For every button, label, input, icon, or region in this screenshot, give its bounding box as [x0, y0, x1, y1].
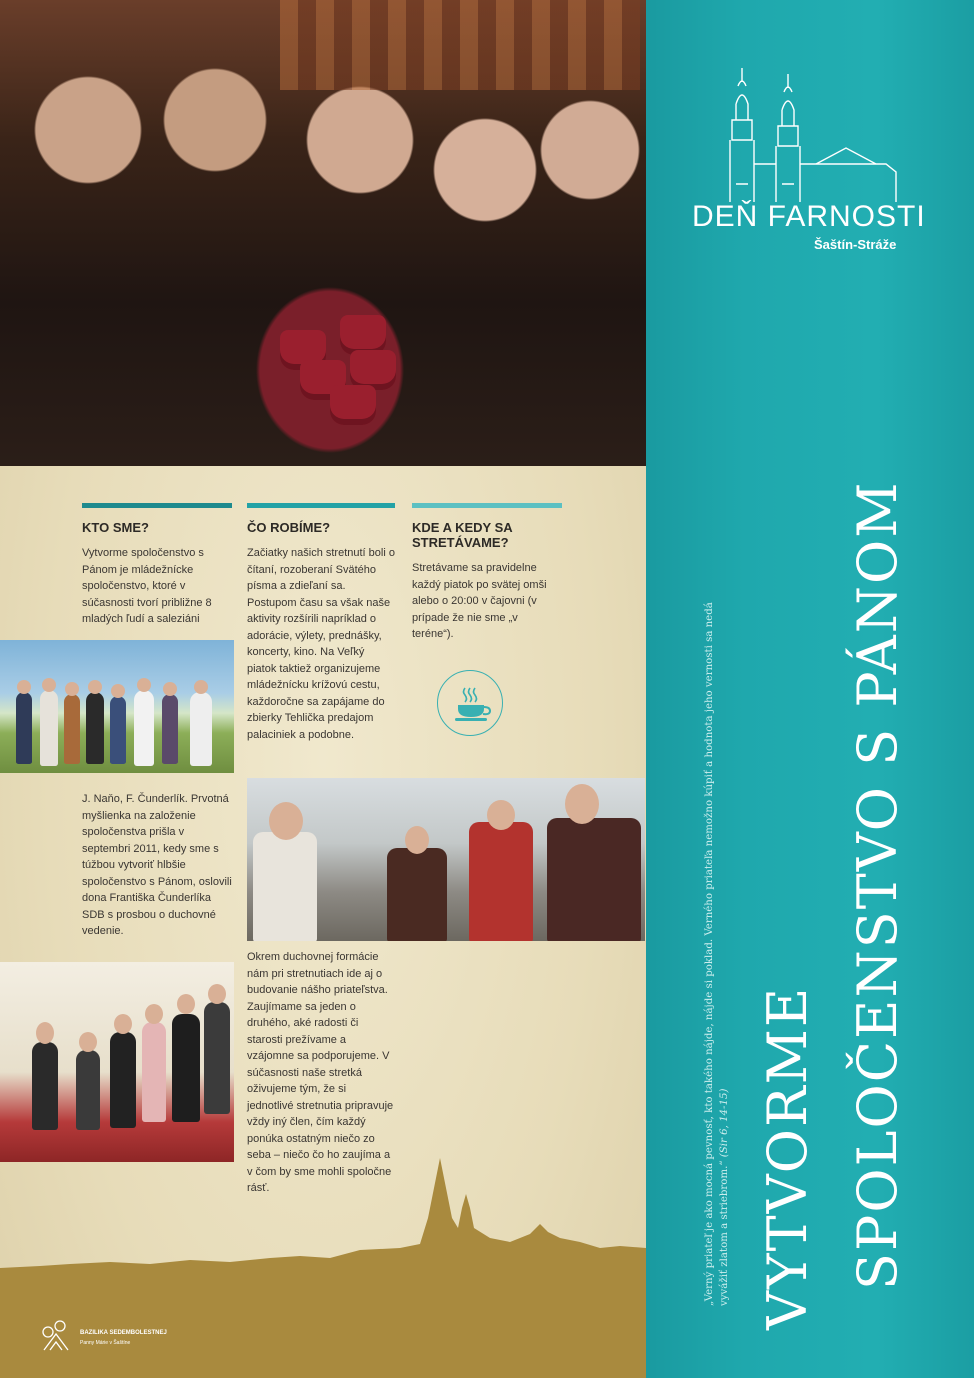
event-place: Šaštín-Stráže [814, 237, 897, 252]
column-rule [82, 503, 232, 508]
quote-citation: (Sir 6, 14-15) [719, 1088, 730, 1158]
group-photo-outdoors [0, 640, 234, 773]
headline-line2: SPOLOČENSTVO S PÁNOM [846, 480, 909, 1290]
friendship-text: Okrem duchovnej formácie nám pri stretnutiach ide aj o budovanie nášho priateľstva. Zaujímame sa jeden o druhého, aké radosti či starosti prežívame a vzájomne sa podporujeme. V súčasnosti naše stretká oživujeme tým, že si jednotlivé stretnutia pripravuje vždy iný člen, čím každý ponúka ostatným niečo zo seba – niečo čo ho zaujíma a v čom by sme mohli spoločne rásť. [247, 951, 394, 1194]
column-kto-sme [82, 503, 232, 628]
column-title: KTO SME? [82, 520, 149, 535]
headline-line1: VYTVORME [756, 985, 819, 1330]
church-outline-icon [696, 64, 944, 204]
hero-photo [0, 0, 646, 466]
column-rule [247, 503, 395, 508]
basilica-logo-icon [36, 1316, 76, 1356]
history-text: J. Naňo, F. Čunderlík. Prvotná myšlienka na založenie spoločenstva prišla v septembri 2011, kedy sme s túžbou vytvoriť hlbšie spoločenstvo s Pánom, oslovili dona Františka Čunderlíka SDB s prosbou o duchovné vedenie. [82, 793, 232, 937]
column-kde-a-kedy [412, 503, 562, 643]
bible-quote [702, 586, 732, 1306]
logo-line1: BAZILIKA SEDEMBOLESTNEJ [80, 1330, 167, 1336]
column-title: ČO ROBÍME? [247, 520, 331, 535]
group-photo-indoors [0, 962, 234, 1162]
column-rule [412, 503, 562, 508]
column-text: Vytvorme spoločenstvo s Pánom je mládežnícke spoločenstvo, ktoré v súčasnosti tvorí približne 8 mladých ľudí a saleziáni [82, 547, 212, 625]
meetup-photo [247, 778, 645, 941]
right-panel [646, 0, 974, 1378]
logo-line2: Panny Márie v Šaštíne [80, 1340, 131, 1346]
basilica-logo [36, 1316, 167, 1360]
quote-text: „Verný priateľ je ako mocná pevnosť, kto takého nájde, nájde si poklad. Verného priateľa nemožno kúpiť a hodnota jeho vernosti sa nedá vyvážiť zlatom a striebrom.“ [704, 602, 730, 1306]
column-co-robime [247, 503, 395, 743]
event-title: DEŇ FARNOSTI [692, 200, 926, 233]
column-title: KDE A KEDY SA STRETÁVAME? [412, 520, 513, 550]
coffee-cup-icon [437, 670, 503, 736]
column-text: Začiatky našich stretnutí boli o čítaní, rozoberaní Svätého písma a zdieľaní sa. Postupom času sa však naše aktivity rozšírili napríklad o adorácie, výlety, prednášky, koncerty, kino. Na Veľký piatok taktiež organizujeme mládežnícku krížovú cestu, každoročne sa zapájame do zbierky Tehlička predajom palaciniek a podobne. [247, 547, 395, 741]
column-text: Stretávame sa pravidelne každý piatok po svätej omši alebo o 20:00 v čajovni (v prípade že nie sme „v teréne“). [412, 562, 547, 640]
